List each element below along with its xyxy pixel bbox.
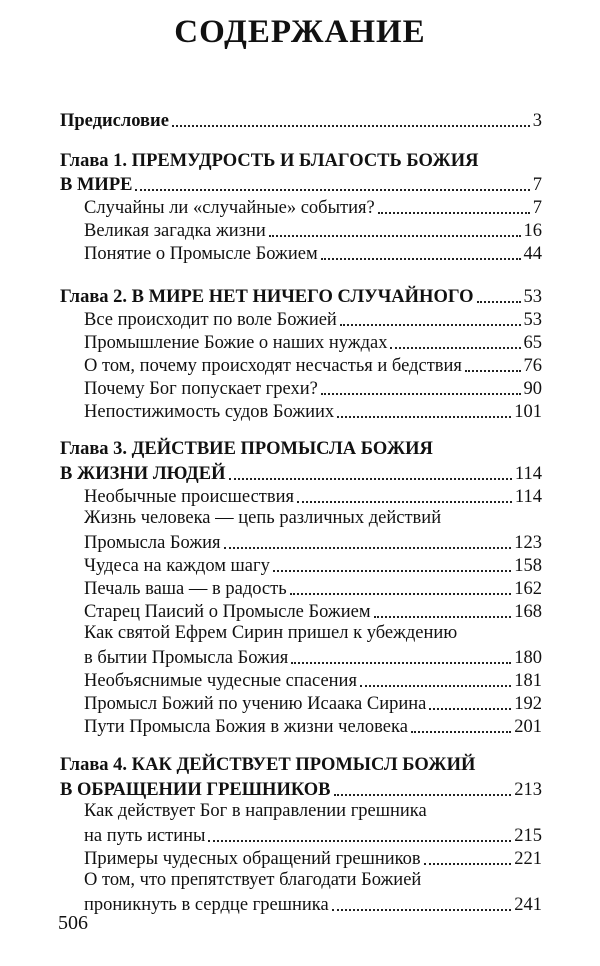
toc-entry-label: Промысла Божия	[84, 533, 221, 553]
toc-entry-page: 90	[523, 379, 542, 399]
toc-entry-page: 241	[514, 895, 542, 915]
toc-entry-label-line1[interactable]: Как святой Ефрем Сирин пришел к убеждению	[84, 623, 458, 643]
toc-entry[interactable]	[84, 645, 542, 669]
dot-leader	[477, 301, 521, 303]
dot-leader	[337, 416, 511, 418]
toc-entry-label: Промышление Божие о наших нуждах	[84, 333, 388, 353]
toc-entry-label: проникнуть в сердце грешника	[84, 895, 329, 915]
toc-entry-label-line1[interactable]: Жизнь человека — цепь различных действий	[84, 508, 442, 528]
toc-entry-page: 7	[532, 198, 542, 218]
toc-entry-page: 180	[514, 648, 542, 668]
toc-entry-page: 101	[514, 402, 542, 422]
toc-entry-label: Случайны ли «случайные» события?	[84, 198, 375, 218]
dot-leader	[321, 258, 521, 260]
dot-leader	[172, 125, 530, 127]
chapter-3-heading[interactable]: Глава 3. ДЕЙСТВИЕ ПРОМЫСЛА БОЖИЯ	[60, 439, 433, 459]
toc-entry-page: 44	[523, 244, 542, 264]
toc-entry-preface[interactable]	[60, 108, 542, 132]
toc-entry-label: Печаль ваша — в радость	[84, 579, 287, 599]
toc-entry-page: 114	[514, 487, 542, 507]
toc-entry-label: Почему Бог попускает грехи?	[84, 379, 318, 399]
dot-leader	[208, 840, 511, 842]
toc-entry-label: Понятие о Промысле Божием	[84, 244, 318, 264]
toc-entry-page: 181	[514, 671, 542, 691]
toc-entry-label: Чудеса на каждом шагу	[84, 556, 270, 576]
toc-entry[interactable]	[84, 576, 542, 600]
toc-entry-label-line1[interactable]: Как действует Бог в направлении грешника	[84, 801, 427, 821]
dot-leader	[334, 794, 512, 796]
toc-entry-page: 213	[514, 780, 542, 800]
toc-entry[interactable]	[84, 307, 542, 331]
toc-entry[interactable]	[84, 353, 542, 377]
toc-entry-label: В ЖИЗНИ ЛЮДЕЙ	[60, 464, 226, 484]
chapter-3-heading-cont[interactable]	[60, 461, 542, 485]
toc-entry[interactable]	[84, 376, 542, 400]
dot-leader	[424, 863, 512, 865]
dot-leader	[224, 547, 512, 549]
page-number: 506	[58, 912, 88, 934]
toc-entry-label: Глава 2. В МИРЕ НЕТ НИЧЕГО СЛУЧАЙНОГО	[60, 287, 474, 307]
toc-entry[interactable]	[84, 599, 542, 623]
dot-leader	[135, 189, 529, 191]
toc-entry[interactable]	[84, 218, 542, 242]
toc-entry-page: 162	[514, 579, 542, 599]
chapter-1-heading-cont[interactable]	[60, 172, 542, 196]
toc-entry-page: 3	[532, 111, 542, 131]
dot-leader	[374, 616, 512, 618]
dot-leader	[273, 570, 511, 572]
chapter-4-heading-cont[interactable]	[60, 777, 542, 801]
chapter-1-heading[interactable]: Глава 1. ПРЕМУДРОСТЬ И БЛАГОСТЬ БОЖИЯ	[60, 151, 479, 171]
dot-leader	[291, 662, 511, 664]
dot-leader	[360, 685, 511, 687]
dot-leader	[390, 347, 520, 349]
toc-entry[interactable]	[84, 553, 542, 577]
dot-leader	[465, 370, 521, 372]
toc-entry-page: 65	[523, 333, 542, 353]
toc-entry[interactable]	[84, 846, 542, 870]
toc-entry[interactable]	[84, 399, 542, 423]
dot-leader	[429, 708, 511, 710]
toc-entry-page: 192	[514, 694, 542, 714]
dot-leader	[378, 212, 530, 214]
dot-leader	[340, 324, 521, 326]
toc-entry[interactable]	[84, 484, 542, 508]
toc-entry-label: Необъяснимые чудесные спасения	[84, 671, 357, 691]
toc-entry-page: 7	[532, 175, 542, 195]
toc-entry-page: 221	[514, 849, 542, 869]
toc-entry-label-line1[interactable]: О том, что препятствует благодати Божией	[84, 870, 422, 890]
toc-entry-label: Предисловие	[60, 111, 169, 131]
chapter-2-heading[interactable]	[60, 284, 542, 308]
toc-entry-page: 215	[514, 826, 542, 846]
dot-leader	[321, 393, 521, 395]
toc-entry-page: 53	[523, 287, 542, 307]
toc-entry-label: Великая загадка жизни	[84, 221, 266, 241]
toc-entry-label: Старец Паисий о Промысле Божием	[84, 602, 371, 622]
toc-entry-label: Промысл Божий по учению Исаака Сирина	[84, 694, 427, 714]
toc-entry-page: 123	[514, 533, 542, 553]
dot-leader	[332, 909, 512, 911]
toc-entry[interactable]	[84, 668, 542, 692]
toc-entry-label: Пути Промысла Божия в жизни человека	[84, 717, 408, 737]
toc-entry-page: 158	[514, 556, 542, 576]
toc-entry-label: в бытии Промысла Божия	[84, 648, 289, 668]
toc-entry-label: Примеры чудесных обращений грешников	[84, 849, 421, 869]
dot-leader	[290, 593, 512, 595]
toc-entry-page: 16	[523, 221, 542, 241]
toc-entry-label: Непостижимость судов Божиих	[84, 402, 335, 422]
toc-entry-label: В ОБРАЩЕНИИ ГРЕШНИКОВ	[60, 780, 331, 800]
toc-entry-label: О том, почему происходят несчастья и бедствия	[84, 356, 462, 376]
toc-entry-label: на путь истины	[84, 826, 206, 846]
toc-entry-label: В МИРЕ	[60, 175, 133, 195]
dot-leader	[269, 235, 521, 237]
toc-entry-label: Все происходит по воле Божией	[84, 310, 337, 330]
toc-entry[interactable]	[84, 241, 542, 265]
toc-entry[interactable]	[84, 691, 542, 715]
toc-entry[interactable]	[84, 195, 542, 219]
toc-entry[interactable]	[84, 823, 542, 847]
dot-leader	[411, 731, 511, 733]
dot-leader	[229, 478, 512, 480]
toc-entry[interactable]	[84, 530, 542, 554]
toc-entry[interactable]	[84, 330, 542, 354]
chapter-4-heading[interactable]: Глава 4. КАК ДЕЙСТВУЕТ ПРОМЫСЛ БОЖИЙ	[60, 755, 476, 775]
toc-entry[interactable]	[84, 714, 542, 738]
toc-entry-page: 53	[523, 310, 542, 330]
toc-entry-page: 168	[514, 602, 542, 622]
toc-entry-label: Необычные происшествия	[84, 487, 295, 507]
dot-leader	[297, 501, 512, 503]
toc-entry-page: 201	[514, 717, 542, 737]
toc-entry-page: 114	[514, 464, 542, 484]
toc-entry-page: 76	[523, 356, 542, 376]
page-title: СОДЕРЖАНИЕ	[174, 14, 426, 50]
toc-entry[interactable]	[84, 892, 542, 916]
